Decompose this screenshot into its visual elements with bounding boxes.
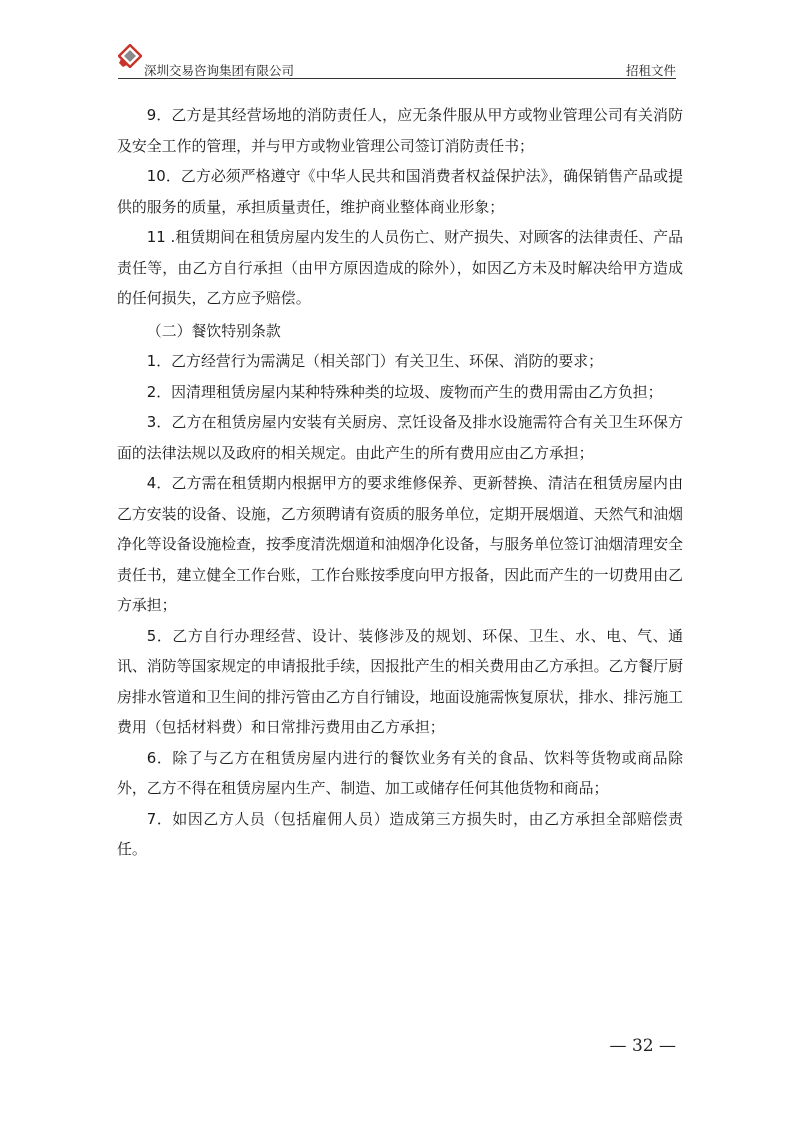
header-divider — [118, 78, 676, 79]
company-name: 深圳交易咨询集团有限公司 — [144, 63, 295, 78]
page-number: — 32 — — [609, 1036, 676, 1056]
clause-paragraph: 6．除了与乙方在租赁房屋内进行的餐饮业务有关的食品、饮料等货物或商品除外，乙方不得在租赁房屋内生产、制造、加工或储存任何其他货物和商品； — [117, 748, 683, 797]
clause-paragraph: 9．乙方是其经营场地的消防责任人，应无条件服从甲方或物业管理公司有关消防及安全工作的管理，并与甲方或物业管理公司签订消防责任书； — [117, 106, 683, 155]
page-header — [118, 44, 676, 80]
section-heading: （二）餐饮特别条款 — [146, 321, 281, 340]
clause-paragraph: 3．乙方在租赁房屋内安装有关厨房、烹饪设备及排水设施需符合有关卫生环保方面的法律法规以及政府的相关规定。由此产生的所有费用应由乙方承担； — [117, 413, 683, 462]
clause-paragraph: 10．乙方必须严格遵守《中华人民共和国消费者权益保护法》，确保销售产品或提供的服务的质量，承担质量责任，维护商业整体商业形象； — [117, 167, 683, 216]
clause-paragraph: 1．乙方经营行为需满足（相关部门）有关卫生、环保、消防的要求； — [146, 352, 603, 370]
document-type: 招租文件 — [625, 63, 676, 78]
clause-paragraph: 2．因清理租赁房屋内某种特殊种类的垃圾、废物而产生的费用需由乙方负担； — [146, 382, 663, 401]
document-body — [117, 100, 683, 865]
clause-paragraph: 7．如因乙方人员（包括雇佣人员）造成第三方损失时，由乙方承担全部赔偿责任。 — [117, 809, 683, 858]
clause-paragraph: 5．乙方自行办理经营、设计、装修涉及的规划、环保、卫生、水、电、气、通讯、消防等国家规定的申请报批手续，因报批产生的相关费用由乙方承担。乙方餐厅厨房排水管道和卫生间的排污管由乙方自行铺设，地面设施需恢复原状，排水、排污施工费用（包括材料费）和日常排污费用由乙方承担； — [117, 626, 683, 736]
clause-paragraph: 4．乙方需在租赁期内根据甲方的要求维修保养、更新替换、清洁在租赁房屋内由乙方安装的设备、设施，乙方须聘请有资质的服务单位，定期开展烟道、天然气和油烟净化等设备设施检查，按季度清洗烟道和油烟净化设备，与服务单位签订油烟清理安全责任书，建立健全工作台账，工作台账按季度向甲方报备，因此而产生的一切费用由乙方承担； — [117, 474, 683, 614]
clause-paragraph: 11 .租赁期间在租赁房屋内发生的人员伤亡、财产损失、对顾客的法律责任、产品责任等，由乙方自行承担（由甲方原因造成的除外），如因乙方未及时解决给甲方造成的任何损失，乙方应予赔偿。 — [117, 228, 683, 307]
company-logo-icon — [118, 44, 142, 68]
